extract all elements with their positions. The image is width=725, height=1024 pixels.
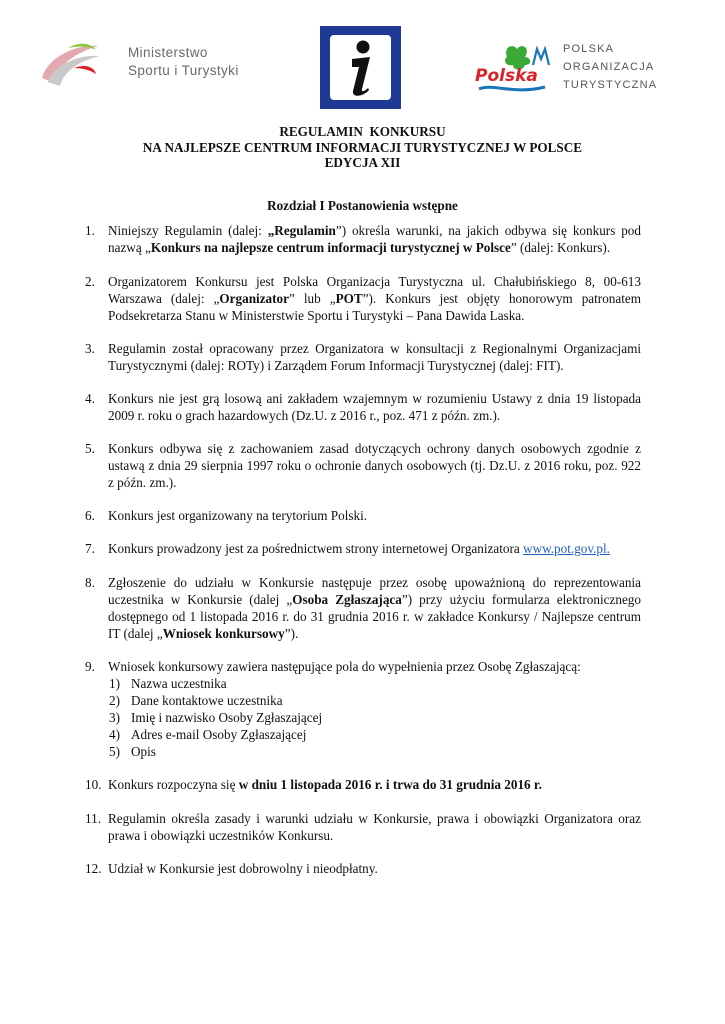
item-text: Wniosek konkursowy zawiera następujące pola do wypełnienia przez Osobę Zgłaszającą: bbox=[108, 659, 581, 674]
ministry-line2: Sportu i Turystyki bbox=[128, 63, 239, 78]
list-item-4 bbox=[85, 390, 641, 424]
title-line3: EDYCJA XII bbox=[324, 155, 401, 170]
list-item-3 bbox=[85, 340, 641, 374]
item-number: 5. bbox=[85, 441, 95, 456]
sub-item: 1) Nazwa uczestnika bbox=[109, 676, 227, 691]
item-number: 3. bbox=[85, 341, 95, 356]
list-item-6 bbox=[85, 507, 641, 524]
item-text: Regulamin został opracowany przez Organizatora w konsultacji z Regionalnymi Organizacjami Turystycznymi (dalej: ROTy) i Zarządem Forum Informacji Turystycznej (dalej: FIT). bbox=[108, 341, 641, 373]
list-item-9 bbox=[85, 658, 641, 675]
pot-line2: ORGANIZACJA bbox=[563, 61, 655, 73]
list-item-11 bbox=[85, 810, 641, 844]
item-number: 4. bbox=[85, 391, 95, 406]
item-text: Konkurs jest organizowany na terytorium Polski. bbox=[108, 508, 368, 523]
document-title bbox=[0, 124, 725, 171]
item-number: 6. bbox=[85, 508, 95, 523]
item-text: Regulamin określa zasady i warunki udziału w Konkursie, prawa i obowiązki Organizatora oraz prawa i obowiązki uczestników Konkursu. bbox=[108, 811, 641, 843]
item-number: 1. bbox=[85, 223, 95, 238]
organizer-website-link[interactable]: www.pot.gov.pl. bbox=[523, 541, 610, 556]
item-text: Zgłoszenie do udziału w Konkursie następuje przez osobę upoważnioną do reprezentowania uczestnika w Konkursie (dalej „Osoba Zgłaszająca”) przy użyciu formularza elektronicznego dostępnego od 1 listopada 2016 r. do 31 grudnia 2016 r. w zakładce Konkursy / Najlepsze centrum IT (dalej „Wniosek konkursowy”). bbox=[108, 575, 641, 641]
item-number: 10. bbox=[85, 777, 102, 792]
sub-item: 5) Opis bbox=[109, 744, 156, 759]
list-item-10 bbox=[85, 776, 641, 793]
pot-line3: TURYSTYCZNA bbox=[563, 79, 658, 91]
tourist-info-logo bbox=[320, 26, 401, 109]
item-text: Udział w Konkursie jest dobrowolny i nieodpłatny. bbox=[108, 861, 378, 876]
info-sign-panel bbox=[330, 35, 391, 100]
pot-line1: POLSKA bbox=[563, 43, 615, 55]
list-item-12 bbox=[85, 860, 641, 877]
list-item-1 bbox=[85, 222, 641, 256]
item-number: 7. bbox=[85, 541, 95, 556]
ministry-swoosh-logo bbox=[38, 38, 102, 88]
info-i-icon bbox=[330, 35, 391, 100]
item-text: Niniejszy Regulamin (dalej: „Regulamin”) określa warunki, na jakich odbywa się konkurs pod nazwą „Konkurs na najlepsze centrum informacji turystycznej w Polsce” (dalej: Konkurs). bbox=[108, 223, 641, 255]
item-text: Konkurs prowadzony jest za pośrednictwem strony internetowej Organizatora www.pot.gov.pl. bbox=[108, 541, 610, 556]
sub-item: 4) Adres e-mail Osoby Zgłaszającej bbox=[109, 727, 307, 742]
item-number: 8. bbox=[85, 575, 95, 590]
item-text: Konkurs rozpoczyna się w dniu 1 listopada 2016 r. i trwa do 31 grudnia 2016 r. bbox=[108, 777, 542, 792]
ministry-name bbox=[128, 44, 239, 80]
sub-item: 3) Imię i nazwisko Osoby Zgłaszającej bbox=[109, 710, 323, 725]
title-line1: REGULAMIN KONKURSU bbox=[279, 124, 446, 139]
item-number: 9. bbox=[85, 659, 95, 674]
list-item-2 bbox=[85, 273, 641, 324]
item-number: 2. bbox=[85, 274, 95, 289]
chapter-heading: Rozdział I Postanowienia wstępne bbox=[267, 198, 458, 213]
list-item-7 bbox=[85, 540, 641, 557]
title-line2: NA NAJLEPSZE CENTRUM INFORMACJI TURYSTYCZNEJ W POLSCE bbox=[142, 139, 583, 155]
letterhead bbox=[0, 0, 725, 110]
ministry-line1: Ministerstwo bbox=[128, 45, 208, 60]
list-item-8 bbox=[85, 574, 641, 642]
item-text: Organizatorem Konkursu jest Polska Organizacja Turystyczna ul. Chałubińskiego 8, 00-613 Warszawa (dalej: „Organizator” lub „POT”). Konkurs jest objęty honorowym patronatem Podsekretarza Stanu w Ministerstwie Sportu i Turystyki – Pana Dawida Laska. bbox=[108, 274, 642, 323]
svg-text:Polska: Polska bbox=[475, 66, 538, 86]
pot-name bbox=[563, 40, 657, 94]
sub-item: 2) Dane kontaktowe uczestnika bbox=[109, 693, 283, 708]
item-number: 11. bbox=[85, 811, 101, 826]
list-item-5 bbox=[85, 440, 641, 491]
item-text: Konkurs nie jest grą losową ani zakładem wzajemnym w rozumieniu Ustawy z dnia 19 listopada 2009 r. roku o grach hazardowych (Dz.U. z 2016 r., poz. 471 z późn. zm.). bbox=[108, 391, 641, 423]
item-number: 12. bbox=[85, 861, 102, 876]
item-text: Konkurs odbywa się z zachowaniem zasad dotyczących ochrony danych osobowych zgodnie z ustawą z dnia 29 sierpnia 1997 roku o ochronie danych osobowych (tj. Dz.U. z 2016 roku, poz. 922 z późn. zm.). bbox=[108, 441, 641, 490]
polska-brand-logo bbox=[473, 43, 551, 95]
